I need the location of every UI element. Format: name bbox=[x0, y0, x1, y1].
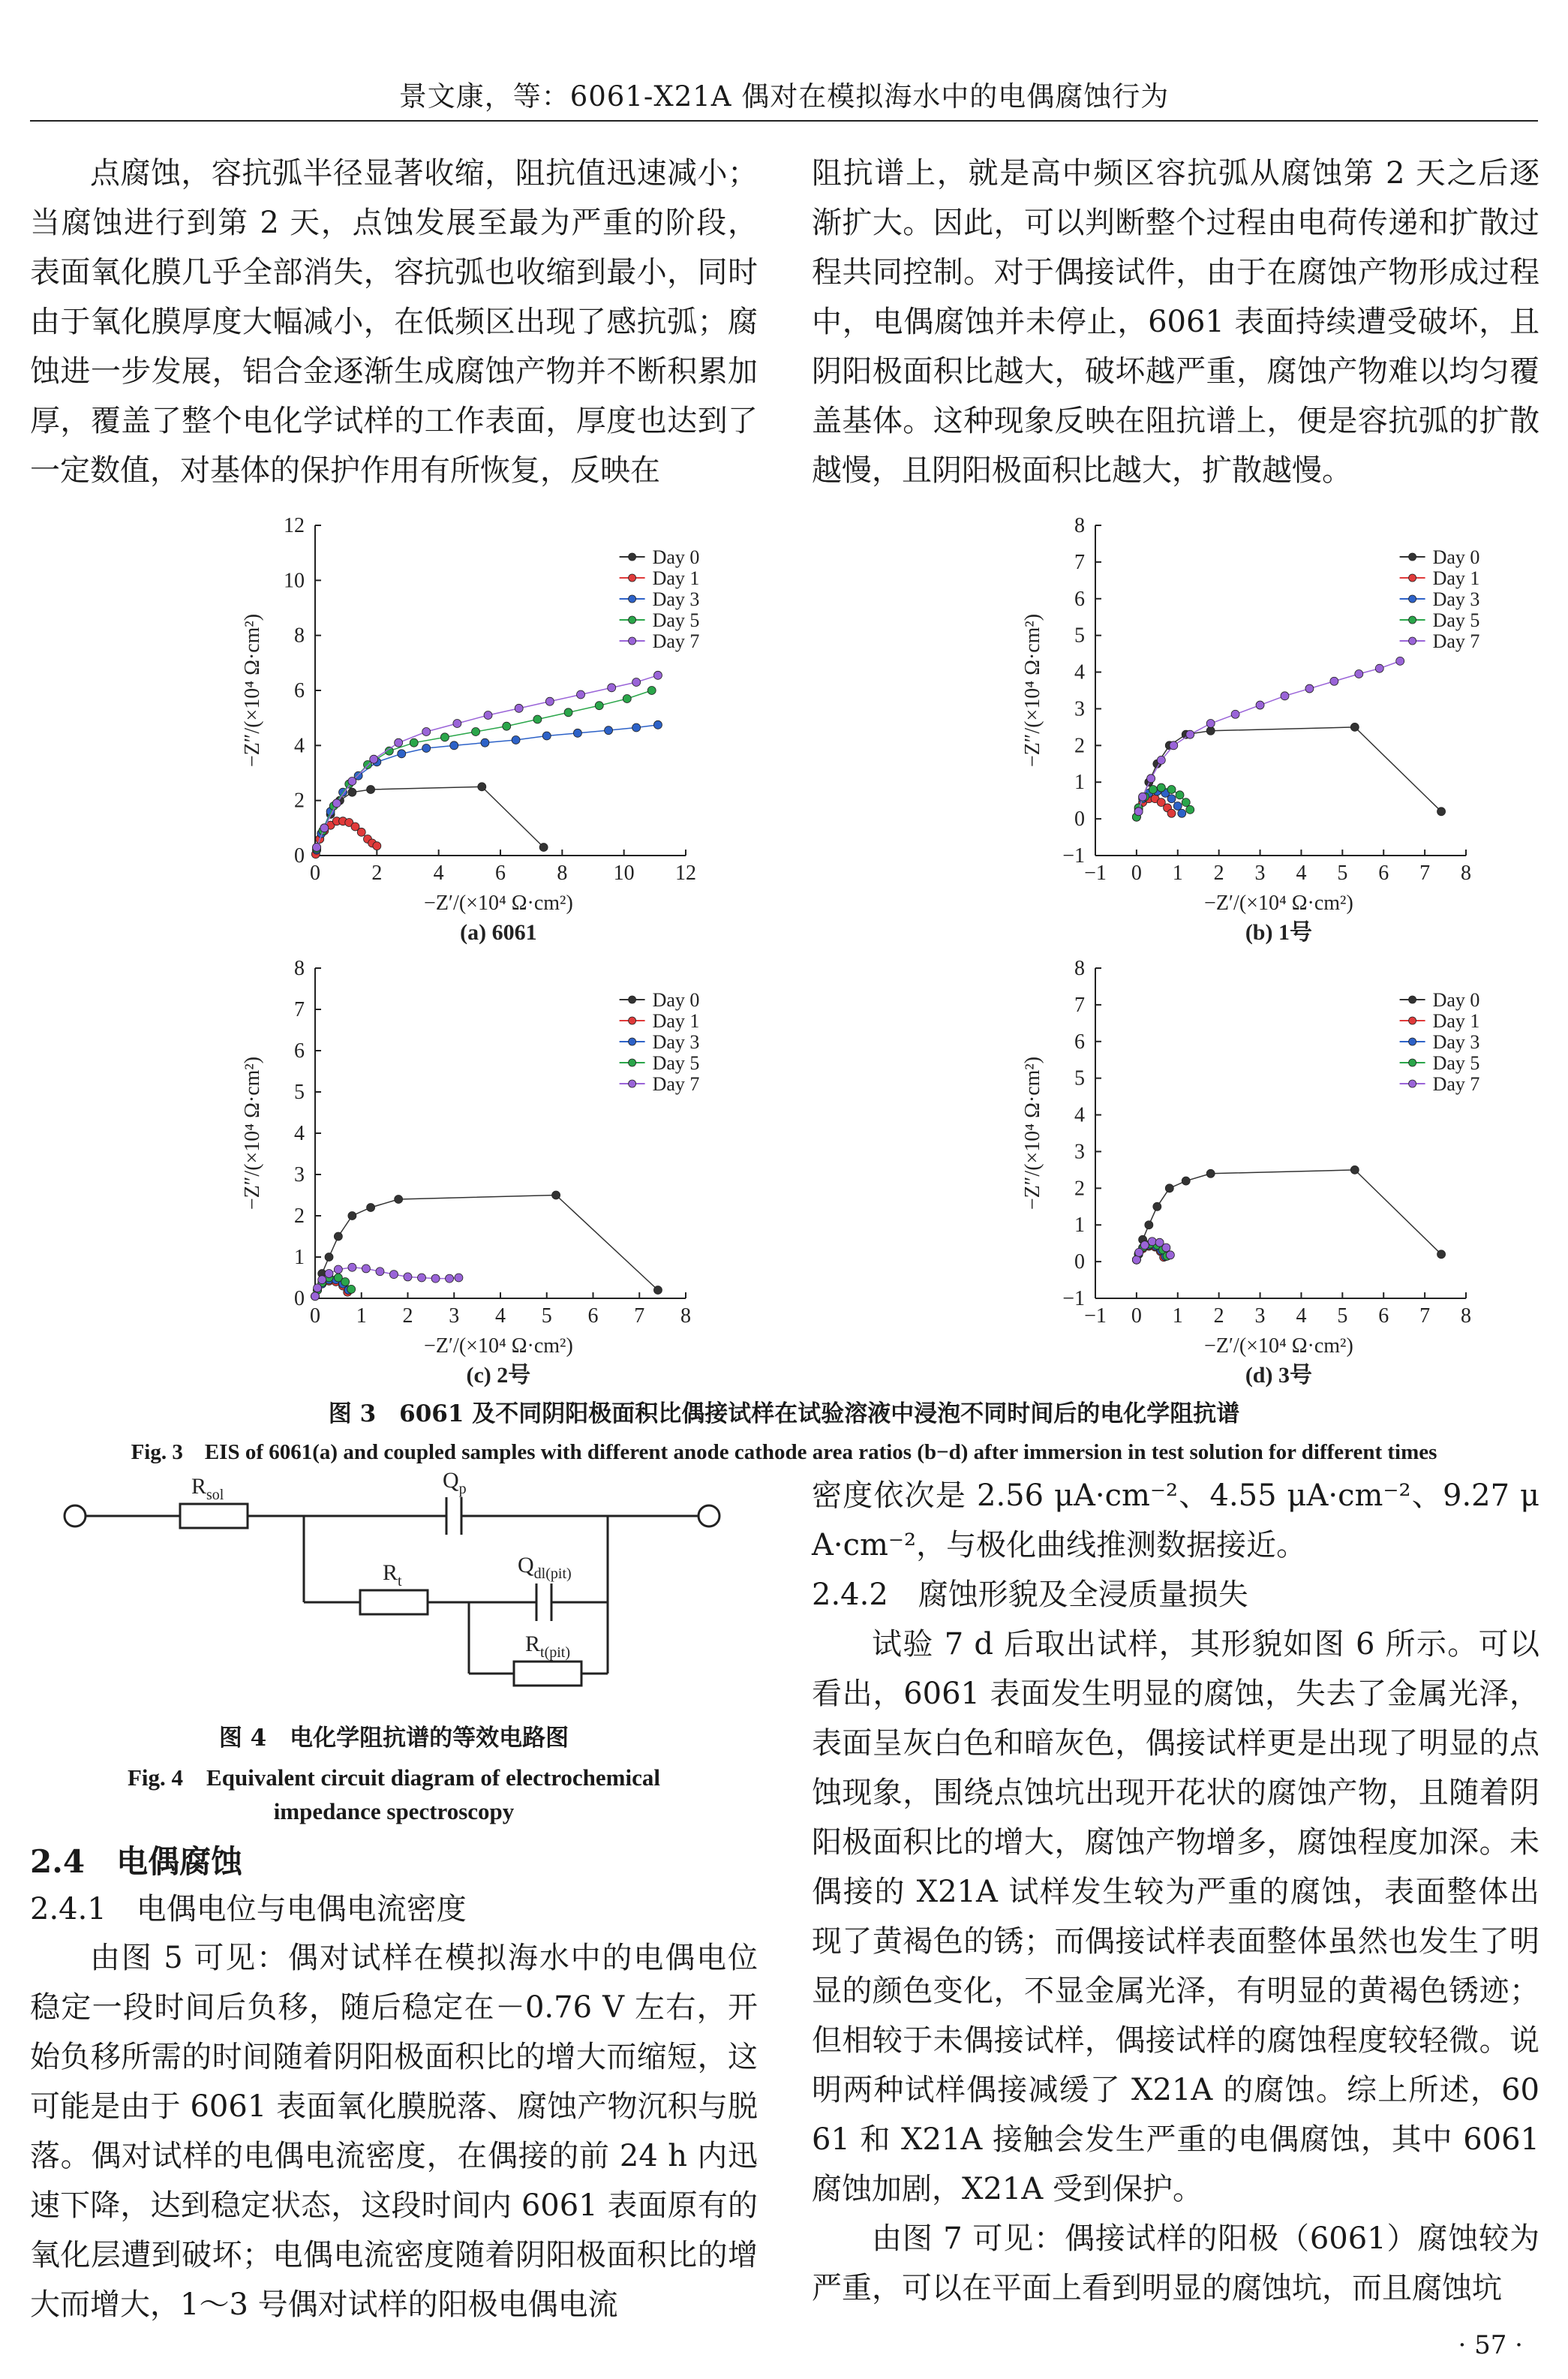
data-point bbox=[539, 844, 548, 852]
legend-label: Day 7 bbox=[652, 630, 700, 652]
data-point bbox=[605, 726, 613, 735]
data-point bbox=[357, 828, 365, 836]
y-axis-label: −Z″/(×10⁴ Ω·cm²) bbox=[1021, 1056, 1044, 1211]
x-tick-label: 4 bbox=[433, 862, 444, 885]
x-tick-label: 5 bbox=[541, 1304, 552, 1328]
y-tick-label: 1 bbox=[1074, 1214, 1085, 1238]
data-point bbox=[450, 741, 458, 750]
top-left-paragraph: 点腐蚀，容抗弧半径显著收缩，阻抗值迅速减小；当腐蚀进行到第 2 天，点蚀发展至最为严重的阶段，表面氧化膜几乎全部消失，容抗弧也收缩到最小，同时由于氧化膜厚度大幅减小，在低频区出现了感抗弧；腐蚀进一步发展，铝合金逐渐生成腐蚀产物并不断积累加厚，覆盖了整个电化学试样的工作表面，厚度也达到了一定数值，对基体的保护作用有所恢复，反映在 bbox=[30, 156, 758, 488]
data-point bbox=[1186, 730, 1194, 738]
data-point bbox=[1231, 710, 1239, 718]
fig4-caption-en-2: impedance spectroscopy bbox=[273, 1798, 515, 1824]
y-tick-label: −1 bbox=[1062, 844, 1085, 868]
fig3-caption-cn: 图 3 6061 及不同阴阳极面积比偶接试样在试验溶液中浸泡不同时间后的电化学阻抗谱 bbox=[328, 1400, 1240, 1427]
y-tick-label: 2 bbox=[1074, 1177, 1085, 1201]
legend-marker bbox=[629, 616, 636, 624]
data-point bbox=[1437, 1250, 1446, 1259]
y-tick-label: 2 bbox=[294, 1205, 305, 1228]
data-point bbox=[313, 844, 321, 852]
data-point bbox=[453, 720, 461, 728]
y-tick-label: 6 bbox=[1074, 1030, 1085, 1054]
y-tick-label: 7 bbox=[294, 998, 305, 1021]
data-point bbox=[515, 704, 523, 712]
y-tick-label: 2 bbox=[294, 789, 305, 813]
data-point bbox=[446, 1274, 454, 1283]
y-tick-label: 1 bbox=[294, 1246, 305, 1269]
x-tick-label: 2 bbox=[1213, 862, 1224, 885]
legend-marker bbox=[1409, 637, 1416, 645]
data-point bbox=[481, 738, 489, 747]
chart-panel-b bbox=[795, 507, 1545, 945]
legend-label: Day 3 bbox=[652, 1031, 700, 1053]
x-tick-label: 7 bbox=[634, 1304, 645, 1328]
running-header: 景文康，等：6061-X21A 偶对在模拟海水中的电偶腐蚀行为 bbox=[398, 80, 1170, 113]
legend-marker bbox=[629, 553, 636, 561]
chart-title: (b) 1号 bbox=[1245, 920, 1312, 945]
chart-c-svg bbox=[15, 949, 765, 1388]
data-point bbox=[325, 1253, 333, 1262]
x-tick-label: 4 bbox=[1296, 862, 1307, 885]
y-tick-label: 0 bbox=[294, 844, 305, 868]
data-point bbox=[595, 702, 603, 710]
data-point bbox=[440, 733, 449, 741]
data-point bbox=[410, 738, 418, 747]
y-tick-label: 6 bbox=[294, 679, 305, 702]
data-point bbox=[545, 697, 554, 705]
x-tick-label: 1 bbox=[356, 1304, 367, 1328]
data-point bbox=[367, 1204, 375, 1212]
legend-marker bbox=[1409, 616, 1416, 624]
data-point bbox=[1165, 1184, 1173, 1193]
y-tick-label: 8 bbox=[294, 957, 305, 980]
data-point bbox=[332, 799, 341, 808]
data-point bbox=[1170, 741, 1178, 750]
y-tick-label: 3 bbox=[294, 1163, 305, 1186]
data-point bbox=[1167, 795, 1176, 803]
x-tick-label: 3 bbox=[1254, 1304, 1266, 1328]
x-tick-label: 3 bbox=[449, 1304, 460, 1328]
legend-label: Day 0 bbox=[1432, 546, 1480, 568]
data-point bbox=[370, 755, 378, 763]
data-point bbox=[472, 728, 480, 736]
data-point bbox=[533, 715, 542, 723]
data-point bbox=[418, 1274, 426, 1282]
x-tick-label: −1 bbox=[1084, 1304, 1107, 1328]
x-tick-label: 12 bbox=[675, 862, 696, 885]
y-tick-label: 0 bbox=[1074, 808, 1085, 832]
data-point bbox=[1350, 723, 1359, 731]
right-bottom-column bbox=[812, 1471, 1539, 2313]
data-point bbox=[653, 720, 662, 729]
data-point bbox=[455, 1274, 463, 1282]
data-point bbox=[422, 744, 431, 753]
legend-marker bbox=[1409, 553, 1416, 561]
data-point bbox=[1153, 1202, 1161, 1211]
y-tick-label: 10 bbox=[284, 569, 305, 593]
data-point bbox=[341, 1278, 350, 1286]
label-rsol: $R_{sol}$ bbox=[191, 1474, 224, 1503]
y-tick-label: −1 bbox=[1062, 1287, 1085, 1310]
y-tick-label: 3 bbox=[1074, 1140, 1085, 1164]
data-point bbox=[1166, 1251, 1174, 1259]
resistor-rtpit bbox=[514, 1662, 581, 1686]
y-tick-label: 0 bbox=[1074, 1250, 1085, 1274]
data-point bbox=[1148, 1238, 1156, 1246]
data-point bbox=[1206, 720, 1215, 728]
y-tick-label: 5 bbox=[1074, 624, 1085, 648]
legend-marker bbox=[1409, 1059, 1416, 1066]
data-point bbox=[1375, 664, 1383, 672]
data-point bbox=[320, 824, 329, 832]
y-tick-label: 8 bbox=[1074, 957, 1085, 980]
data-point bbox=[542, 732, 551, 740]
y-tick-label: 6 bbox=[1074, 587, 1085, 611]
data-point bbox=[632, 723, 641, 732]
y-tick-label: 7 bbox=[1074, 993, 1085, 1017]
legend-label: Day 5 bbox=[652, 1052, 700, 1074]
data-point bbox=[1178, 809, 1186, 817]
y-tick-label: 8 bbox=[294, 624, 305, 648]
chart-panel-c bbox=[15, 949, 765, 1388]
legend-label: Day 0 bbox=[1432, 989, 1480, 1011]
section-2-4-1-heading: 2.4.1 电偶电位与电偶电流密度 bbox=[30, 1892, 467, 1926]
x-tick-label: 2 bbox=[402, 1304, 413, 1328]
data-point bbox=[552, 1191, 560, 1199]
legend-marker bbox=[629, 637, 636, 645]
x-tick-label: −1 bbox=[1084, 862, 1107, 885]
data-point bbox=[334, 1232, 342, 1241]
legend-marker bbox=[629, 996, 636, 1003]
legend-label: Day 7 bbox=[652, 1073, 700, 1095]
x-axis-label: −Z′/(×10⁴ Ω·cm²) bbox=[1204, 892, 1353, 915]
data-point bbox=[653, 1286, 662, 1295]
legend-label: Day 3 bbox=[1432, 1031, 1480, 1053]
chart-title: (a) 6061 bbox=[460, 920, 537, 945]
y-axis-label: −Z″/(×10⁴ Ω·cm²) bbox=[241, 1056, 264, 1211]
y-tick-label: 4 bbox=[294, 734, 305, 758]
y-tick-label: 8 bbox=[1074, 514, 1085, 537]
legend-label: Day 3 bbox=[1432, 588, 1480, 610]
data-point bbox=[389, 1271, 398, 1279]
data-point bbox=[373, 842, 381, 850]
data-point bbox=[1145, 1221, 1153, 1229]
data-point bbox=[1256, 701, 1264, 709]
data-point bbox=[653, 671, 662, 679]
legend-marker bbox=[1409, 1038, 1416, 1045]
data-point bbox=[1134, 808, 1143, 816]
data-point bbox=[1139, 792, 1147, 801]
x-tick-label: 7 bbox=[1419, 862, 1431, 885]
x-axis-label: −Z′/(×10⁴ Ω·cm²) bbox=[1204, 1334, 1353, 1358]
legend-marker bbox=[629, 574, 636, 582]
data-point bbox=[1149, 786, 1157, 794]
data-point bbox=[314, 1284, 322, 1292]
fig3-caption-en: Fig. 3 EIS of 6061(a) and coupled samples with different anode cathode area ratios (b−d) after immersion in test solution for different times bbox=[131, 1440, 1437, 1464]
y-tick-label: 4 bbox=[1074, 660, 1085, 684]
right-bottom-paragraph-1: 密度依次是 2.56 μA·cm⁻²、4.55 μA·cm⁻²、9.27 μA·cm⁻²，与极化曲线推测数据接近。 bbox=[812, 1478, 1539, 1562]
x-tick-label: 0 bbox=[310, 862, 320, 885]
x-tick-label: 5 bbox=[1337, 862, 1348, 885]
x-tick-label: 8 bbox=[1461, 862, 1471, 885]
right-bottom-paragraph-2: 试验 7 d 后取出试样，其形貌如图 6 所示。可以看出，6061 表面发生明显的腐蚀，失去了金属光泽，表面呈灰白色和暗灰色，偶接试样更是出现了明显的点蚀现象，围绕点蚀坑出现开花状的腐蚀产物，且随着阴阳极面积比的增大，腐蚀产物增多，腐蚀程度加深。未偶接的 X21A 试样发生较为严重的腐蚀，表面整体出现了黄褐色的锈；而偶接试样表面整体虽然也发生了明显的颜色变化，不显金属光泽，有明显的黄褐色锈迹；但相较于未偶接试样，偶接试样的腐蚀程度较轻微。说明两种试样偶接减缓了 X21A 的腐蚀。综上所述，6061 和 X21A 接触会发生严重的电偶腐蚀，其中 6061 腐蚀加剧，X21A 受到保护。 bbox=[812, 1627, 1539, 2206]
data-point bbox=[478, 783, 486, 791]
series-line bbox=[1139, 661, 1401, 811]
data-point bbox=[1167, 809, 1176, 817]
y-tick-label: 3 bbox=[1074, 697, 1085, 721]
data-point bbox=[1206, 726, 1215, 735]
legend-label: Day 1 bbox=[652, 567, 700, 589]
data-point bbox=[1135, 1248, 1143, 1256]
legend-label: Day 5 bbox=[652, 609, 700, 631]
label-rtpit: $R_{t(pit)}$ bbox=[525, 1632, 571, 1661]
top-right-paragraph: 阻抗谱上，就是高中频区容抗弧从腐蚀第 2 天之后逐渐扩大。因此，可以判断整个过程由电荷传递和扩散过程共同控制。对于偶接试件，由于在腐蚀产物形成过程中，电偶腐蚀并未停止，6061 表面持续遭受破坏，且阴阳极面积比越大，破坏越严重，腐蚀产物难以均匀覆盖基体。这种现象反映在阻抗谱上，便是容抗弧的扩散越慢，且阴阳极面积比越大，扩散越慢。 bbox=[812, 156, 1539, 488]
data-point bbox=[1305, 684, 1314, 693]
fig4-caption-cn: 图 4 电化学阻抗谱的等效电路图 bbox=[218, 1725, 569, 1752]
data-point bbox=[311, 1292, 320, 1301]
data-point bbox=[484, 711, 492, 720]
circuit-terminal-right bbox=[698, 1505, 719, 1526]
data-point bbox=[334, 1265, 342, 1274]
data-point bbox=[395, 738, 403, 747]
legend-label: Day 1 bbox=[1432, 1010, 1480, 1032]
x-tick-label: 1 bbox=[1172, 1304, 1183, 1328]
chart-panel-a bbox=[15, 507, 765, 945]
data-point bbox=[1437, 808, 1446, 816]
x-tick-label: 6 bbox=[1378, 862, 1389, 885]
y-axis-label: −Z″/(×10⁴ Ω·cm²) bbox=[1021, 613, 1044, 768]
data-point bbox=[404, 1273, 412, 1281]
y-tick-label: 5 bbox=[1074, 1066, 1085, 1090]
data-point bbox=[1167, 786, 1176, 794]
x-tick-label: 6 bbox=[1378, 1304, 1389, 1328]
header-rule bbox=[30, 120, 1538, 122]
data-point bbox=[1396, 657, 1404, 665]
y-tick-label: 1 bbox=[1074, 771, 1085, 795]
legend-marker bbox=[1409, 996, 1416, 1003]
x-tick-label: 4 bbox=[1296, 1304, 1307, 1328]
data-point bbox=[1182, 1177, 1190, 1185]
legend-marker bbox=[629, 1059, 636, 1066]
x-tick-label: 2 bbox=[371, 862, 383, 885]
x-tick-label: 0 bbox=[310, 1304, 320, 1328]
x-tick-label: 2 bbox=[1213, 1304, 1224, 1328]
data-point bbox=[348, 788, 356, 796]
data-point bbox=[1176, 791, 1184, 799]
section-2-4-2-heading: 2.4.2 腐蚀形貌及全浸质量损失 bbox=[812, 1577, 1248, 1612]
label-qp: $Q_p$ bbox=[443, 1471, 467, 1497]
x-tick-label: 0 bbox=[1131, 862, 1142, 885]
data-point bbox=[1157, 783, 1165, 792]
data-point bbox=[1147, 774, 1155, 783]
data-point bbox=[395, 1196, 403, 1204]
chart-panel-d bbox=[795, 949, 1545, 1388]
x-tick-label: 5 bbox=[1337, 1304, 1348, 1328]
x-tick-label: 6 bbox=[495, 862, 506, 885]
data-point bbox=[347, 1285, 356, 1293]
circuit-terminal-left bbox=[65, 1505, 86, 1526]
x-tick-label: 8 bbox=[680, 1304, 691, 1328]
data-point bbox=[422, 728, 431, 736]
data-point bbox=[348, 1212, 356, 1220]
legend-label: Day 7 bbox=[1432, 630, 1480, 652]
chart-title: (c) 2号 bbox=[466, 1363, 531, 1388]
x-tick-label: 10 bbox=[613, 862, 635, 885]
x-tick-label: 7 bbox=[1419, 1304, 1431, 1328]
data-point bbox=[577, 690, 585, 699]
data-point bbox=[1350, 1165, 1359, 1174]
data-point bbox=[362, 1265, 370, 1273]
legend-label: Day 0 bbox=[652, 989, 700, 1011]
data-point bbox=[431, 1274, 440, 1283]
data-point bbox=[503, 722, 511, 730]
legend-marker bbox=[1409, 574, 1416, 582]
legend-marker bbox=[629, 1017, 636, 1024]
data-point bbox=[325, 1270, 333, 1278]
x-axis-label: −Z′/(×10⁴ Ω·cm²) bbox=[424, 892, 573, 915]
legend-label: Day 1 bbox=[652, 1010, 700, 1032]
data-point bbox=[1140, 1241, 1149, 1250]
chart-b-svg bbox=[795, 507, 1545, 945]
legend-marker bbox=[1409, 1080, 1416, 1087]
data-point bbox=[647, 687, 656, 695]
label-qdl: $Q_{dl(pit)}$ bbox=[518, 1553, 572, 1582]
legend-label: Day 1 bbox=[1432, 567, 1480, 589]
x-axis-label: −Z′/(×10⁴ Ω·cm²) bbox=[424, 1334, 573, 1358]
data-point bbox=[564, 708, 572, 717]
legend-label: Day 0 bbox=[652, 546, 700, 568]
y-tick-label: 0 bbox=[294, 1287, 305, 1310]
y-axis-label: −Z″/(×10⁴ Ω·cm²) bbox=[241, 613, 264, 768]
fig4-caption-en-1: Fig. 4 Equivalent circuit diagram of electrochemical bbox=[127, 1764, 660, 1791]
legend-label: Day 7 bbox=[1432, 1073, 1480, 1095]
resistor-rsol bbox=[180, 1504, 248, 1528]
chart-title: (d) 3号 bbox=[1245, 1363, 1312, 1388]
legend-marker bbox=[629, 1080, 636, 1087]
legend-marker bbox=[1409, 1017, 1416, 1024]
y-tick-label: 4 bbox=[294, 1122, 305, 1145]
data-point bbox=[1173, 802, 1182, 811]
x-tick-label: 8 bbox=[1461, 1304, 1471, 1328]
right-bottom-paragraph-3: 由图 7 可见：偶接试样的阳极（6061）腐蚀较为严重，可以在平面上看到明显的腐蚀坑，而且腐蚀坑 bbox=[812, 2221, 1539, 2305]
x-tick-label: 4 bbox=[495, 1304, 506, 1328]
legend-marker bbox=[629, 595, 636, 603]
data-point bbox=[348, 777, 356, 786]
data-point bbox=[348, 1263, 356, 1271]
data-point bbox=[623, 695, 631, 703]
chart-a-svg bbox=[15, 507, 765, 945]
page-number: · 57 · bbox=[1458, 2330, 1523, 2360]
data-point bbox=[1330, 677, 1338, 685]
data-point bbox=[367, 786, 375, 794]
data-point bbox=[1355, 670, 1363, 678]
y-tick-label: 2 bbox=[1074, 734, 1085, 758]
left-bottom-paragraph: 由图 5 可见：偶对试样在模拟海水中的电偶电位稳定一段时间后负移，随后稳定在－0.76 V 左右，开始负移所需的时间随着阴阳极面积比的增大而缩短，这可能是由于 6061 表面氧化膜脱落、腐蚀产物沉积与脱落。偶对试样的电偶电流密度，在偶接的前 24 h 内迅速下降，达到稳定状态，这段时间内 6061 表面原有的氧化层遭到破坏；电偶电流密度随着阴阳极面积比的增大而增大，1～3 号偶对试样的阳极电偶电流 bbox=[30, 1941, 758, 2322]
legend-label: Day 5 bbox=[1432, 609, 1480, 631]
data-point bbox=[632, 678, 641, 687]
x-tick-label: 0 bbox=[1131, 1304, 1142, 1328]
data-point bbox=[376, 1268, 384, 1276]
y-tick-label: 12 bbox=[284, 514, 305, 537]
data-point bbox=[1281, 692, 1289, 700]
data-point bbox=[608, 684, 616, 692]
data-point bbox=[573, 729, 581, 737]
x-tick-label: 8 bbox=[557, 862, 568, 885]
x-tick-label: 1 bbox=[1172, 862, 1183, 885]
legend-marker bbox=[1409, 595, 1416, 603]
data-point bbox=[318, 1276, 326, 1284]
y-tick-label: 5 bbox=[294, 1081, 305, 1104]
equivalent-circuit-diagram bbox=[45, 1471, 750, 1711]
y-tick-label: 7 bbox=[1074, 550, 1085, 574]
chart-d-svg bbox=[795, 949, 1545, 1388]
legend-label: Day 5 bbox=[1432, 1052, 1480, 1074]
x-tick-label: 3 bbox=[1254, 862, 1266, 885]
data-point bbox=[1162, 1244, 1170, 1252]
data-point bbox=[1206, 1169, 1215, 1177]
y-tick-label: 4 bbox=[1074, 1103, 1085, 1127]
legend-marker bbox=[629, 1038, 636, 1045]
data-point bbox=[1186, 805, 1194, 814]
y-tick-label: 6 bbox=[294, 1039, 305, 1063]
section-2-4-heading: 2.4 电偶腐蚀 bbox=[30, 1843, 243, 1880]
resistor-rt bbox=[360, 1590, 428, 1614]
x-tick-label: 6 bbox=[587, 1304, 599, 1328]
data-point bbox=[512, 736, 520, 744]
data-point bbox=[1157, 756, 1165, 764]
label-rt: $R_t$ bbox=[383, 1560, 402, 1590]
data-point bbox=[1132, 1256, 1140, 1264]
data-point bbox=[1182, 799, 1190, 807]
legend-label: Day 3 bbox=[652, 588, 700, 610]
data-point bbox=[398, 750, 406, 758]
figure-3 bbox=[0, 507, 1568, 1388]
